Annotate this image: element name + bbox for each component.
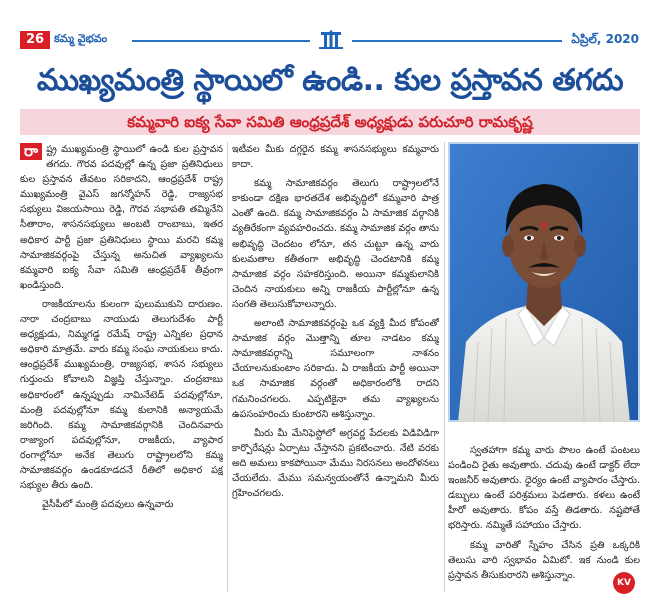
publication-name: కమ్మ వైభవం: [54, 32, 108, 45]
column-divider: [444, 142, 445, 592]
kv-logo-badge: KV: [613, 572, 635, 594]
paragraph: కమ్మ వారితో స్నేహం చేసిన ప్రతి ఒక్కరికి తెలుసు వారి స్వభావం ఏమిటో. ఇక నుండి కుల ప్రస్తావన తీసుకురారని ఆశిస్తున్నాం.: [448, 539, 640, 581]
column-divider: [227, 142, 228, 592]
header-rule-right: [352, 40, 562, 42]
paragraph-text: ష్ట్ర ముఖ్యమంత్రి స్థాయిలో ఉండి కుల ప్రస్తావన తగదు. గౌరవ పదవుల్లో ఉన్న ప్రజా ప్రతినిధులు కుల ప్రస్తావన తేవటం సరికాదని, ఆంధ్రప్రదేశ్ రాష్ట్ర ముఖ్యమంత్రి వైఎస్ జగన్మోహన్ రెడ్డి, రాజ్యసభ సభ్యులు విజయసాయి రెడ్డి, గౌరవ సభాపతి తమ్మినేని సీతారాం, శాసనసభ్యులు అంబటి రాంబాబు, ఇతర అధికార పార్టీ ప్రజా ప్రతినిధులు స్థాయి మరచి కమ్మ సామాజికవర్గంపై చేస్తున్న అనుచిత వ్యాఖ్యలను కమ్మవారి ఐక్య సేవా సమితి ఆంధ్రప్రదేశ్ తీవ్రంగా ఖండిస్తుంది.: [20, 144, 223, 291]
page-header: [0, 0, 659, 52]
header-rule-left: [132, 40, 310, 42]
article-column-1: [20, 142, 223, 592]
portrait-photo: [448, 142, 640, 422]
paragraph: అలాంటి సామాజికవర్గంపై ఒక వ్యక్తి మీద కోపంతో సామాజిక వర్గం మొత్తాన్ని తూల నాడటం కమ్మ సామాజికవర్గాన్ని సమూలంగా నాశనం చేయాలనుకుంటాం సరికాదు. ఏ రాజకీయ పార్టీ అయినా ఒక సామాజిక వర్గంతో అధికారంలోకి రాదని గమనించగలరు. ఎప్పటికైనా తమ వ్యాఖ్యలను ఉపసంహరించు కుంటారని ఆశిస్తున్నాం.: [232, 318, 439, 420]
paragraph: [20, 142, 223, 293]
page-number: 26: [20, 31, 50, 49]
paragraph: రాజకీయాలను కులంగా పులుముకుని దారుణం. నారా చంద్రబాబు నాయుడు తెలుగుదేశం పార్టీ అధ్యక్షుడు, నిమ్మగడ్డ రమేష్ రాష్ట్ర ఎన్నికల ప్రధాన అధికారి మాత్రమే. వారు కమ్మ సంఘ నాయకులు కాదు. ఆంధ్రప్రదేశ్ ముఖ్యమంత్రి, రాజ్యసభ, శాసన సభ్యులు గుర్తుంచు కోవాలని విజ్ఞప్తి చేస్తున్నాం. చంద్రబాబు అధికారంలో ఉన్నప్పుడు నామినేటెడ్ పదవుల్లోనూ, మంత్రి పదవుల్లోనూ కమ్మ కులానికి అన్యాయమే జరిగింది. కమ్మ సామాజికవర్గానికి చెందినవారు రాజ్యాంగ పదవుల్లోనూ, రాజకీయ, వ్యాపార రంగాల్లోనూ అనేక తెలుగు రాష్ట్రాలలోని కమ్మ సామాజికవర్గం ఉండకూడదనే రీతిలో అధికార పక్ష సభ్యుల తీరు ఉంది.: [20, 298, 223, 492]
paragraph: స్వతహాగా కమ్మ వారు పొలం ఉంటే పంటలు పండించి రైతు అవుతారు. చదువు ఉంటే డాక్టర్ లేదా ఇంజనీర్ అవుతారు. ధైర్యం ఉంటే వ్యాపారం చేస్తారు. డబ్బులు ఉంటే పరిశ్రమలు పెడతారు. కళలు ఉంటే హీరో అవుతారు. కోపం వస్తే తిడతారు. నష్టపోతే భరిస్తారు. నమ్మితే సహాయం చేస్తారు.: [448, 445, 640, 532]
temple-gopuram-icon: [315, 30, 347, 50]
article-column-3: [448, 443, 640, 593]
headline: ముఖ్యమంత్రి స్థాయిలో ఉండి.. కుల ప్రస్తావన తగదు: [36, 63, 624, 98]
paragraph: మీరు మీ మేనిఫెస్టోలో అగ్రవర్ణ పేదలకు విడివిడిగా కార్పొరేషన్లు ఏర్పాటు చేస్తానని ప్రకటించారు. నేటి వరకు అది అమలు కాకపోయినా మేము నిరసనలు అందోళనలు చేయలేదు. మేము సమన్వయంతోనే ఉన్నామని మీరు గ్రహించగలరు.: [232, 427, 439, 500]
paragraph: వైసీపీలో మంత్రి పదవులు ఉన్నవారు: [42, 499, 174, 511]
subhead: కమ్మవారి ఐక్య సేవా సమితి ఆంధ్రప్రదేశ్ అధ్యక్షుడు పరుచూరి రామకృష్ణ: [127, 113, 533, 131]
article-column-2: [232, 142, 439, 592]
subhead-band: [20, 109, 640, 135]
issue-date: ఏప్రిల్, 2020: [571, 32, 639, 46]
paragraph: ఇటీవల మీకు దగ్గరైన కమ్మ శాసనసభ్యులు కమ్మవారు కాదా.: [232, 144, 439, 171]
dropcap: రా: [20, 143, 42, 160]
paragraph: కమ్మ సామాజికవర్గం తెలుగు రాష్ట్రాలలోనే కాకుండా దక్షిణ భారతదేశ అభివృద్ధిలో కమ్మవారి పాత్ర ఎంతో ఉంది. కమ్మ సామాజికవర్గం ఏ సామాజిక వర్గానికి వ్యతిరేకంగా వ్యవహరించదు. కమ్మ సామాజిక వర్గం తాను అభివృద్ధి చెందటం లోనూ, తన చుట్టూ ఉన్న వారు కులమతాల కతీతంగా అభివృద్ధి చెందటానికి కమ్మ సామాజిక వర్గం సహకరిస్తుంది. అయినా కమ్మకులానికి చెందిన నాయకులు అన్ని రాజకీయ పార్టీల్లోనూ ఉన్న సంగతి తెలుసుకోవాలన్నారు.: [232, 178, 439, 310]
